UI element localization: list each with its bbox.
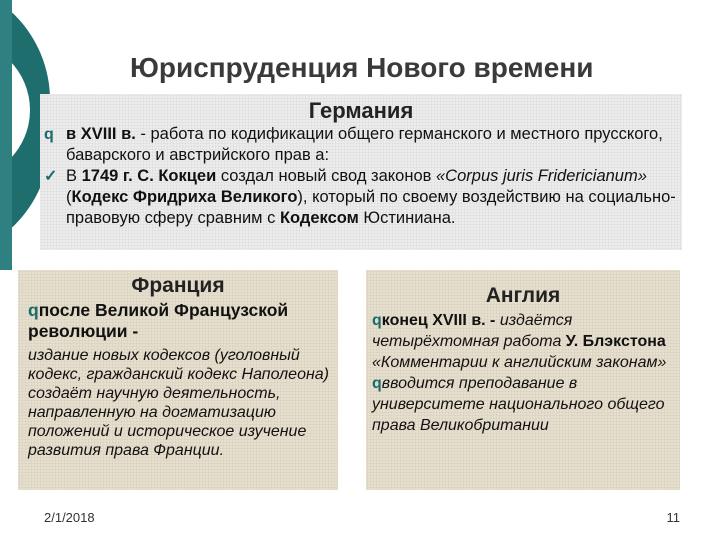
england-work: «Комментарии к английским законам» bbox=[372, 354, 667, 371]
france-lead-text: после Великой Французской революции - bbox=[28, 300, 289, 341]
england-item-2 bbox=[372, 373, 682, 436]
germany-p2a: В bbox=[66, 167, 82, 185]
germany-heading: Германия bbox=[308, 98, 414, 123]
germany-p2d: ), который по своему воздействию на социально-правовую сферу сравним с bbox=[66, 188, 676, 227]
england-period: конец XVIII в. - bbox=[381, 312, 496, 329]
france-body: издание новых кодексов (уголовный кодекс, гражданский кодекс Наполеона) создаёт научную деятельность, направленную на догматизацию положений и историческое изучение развития права Франции. bbox=[28, 347, 329, 459]
germany-p2b: создал новый свод законов bbox=[216, 167, 436, 185]
england-lead-rest: издаётся четырёхтомная работа bbox=[372, 312, 573, 350]
germany-period: в XVIII в. bbox=[66, 125, 136, 143]
square-bullet-icon: q bbox=[372, 312, 382, 329]
germany-text bbox=[66, 124, 676, 229]
slide-title: Юриспруденция Нового времени bbox=[130, 52, 594, 83]
germany-p2c: ( bbox=[66, 188, 72, 206]
germany-p2e: Юстиниана. bbox=[358, 209, 456, 227]
square-bullet-icon: q bbox=[372, 375, 382, 392]
france-lead bbox=[28, 300, 344, 342]
france-heading: Франция bbox=[131, 274, 225, 297]
footer-date: 2/1/2018 bbox=[44, 510, 95, 525]
england-item-1 bbox=[372, 310, 682, 373]
germany-codex: Кодексом bbox=[279, 209, 359, 227]
germany-year-author: 1749 г. С. Кокцеи bbox=[81, 167, 217, 185]
england-author: У. Блэкстона bbox=[565, 333, 666, 350]
slide-number: 11 bbox=[666, 510, 680, 525]
england-item2-text: вводится преподавание в университете национального общего права Великобритании bbox=[372, 375, 665, 434]
france-text bbox=[28, 300, 344, 460]
england-text bbox=[372, 310, 682, 436]
square-bullet-icon: q bbox=[28, 300, 39, 320]
england-heading: Англия bbox=[485, 284, 561, 307]
germany-code-name: Кодекс Фридриха Великого bbox=[71, 188, 298, 206]
checkmark-bullet-icon: ✓ bbox=[44, 168, 58, 185]
germany-code-latin: «Corpus juris Fridericianum» bbox=[436, 167, 647, 185]
decorative-band bbox=[0, 0, 12, 270]
square-bullet-icon: q bbox=[44, 126, 54, 143]
germany-p1: - работа по кодификации общего германского и местного прусского, баварского и австрийского прав а: bbox=[66, 125, 663, 164]
